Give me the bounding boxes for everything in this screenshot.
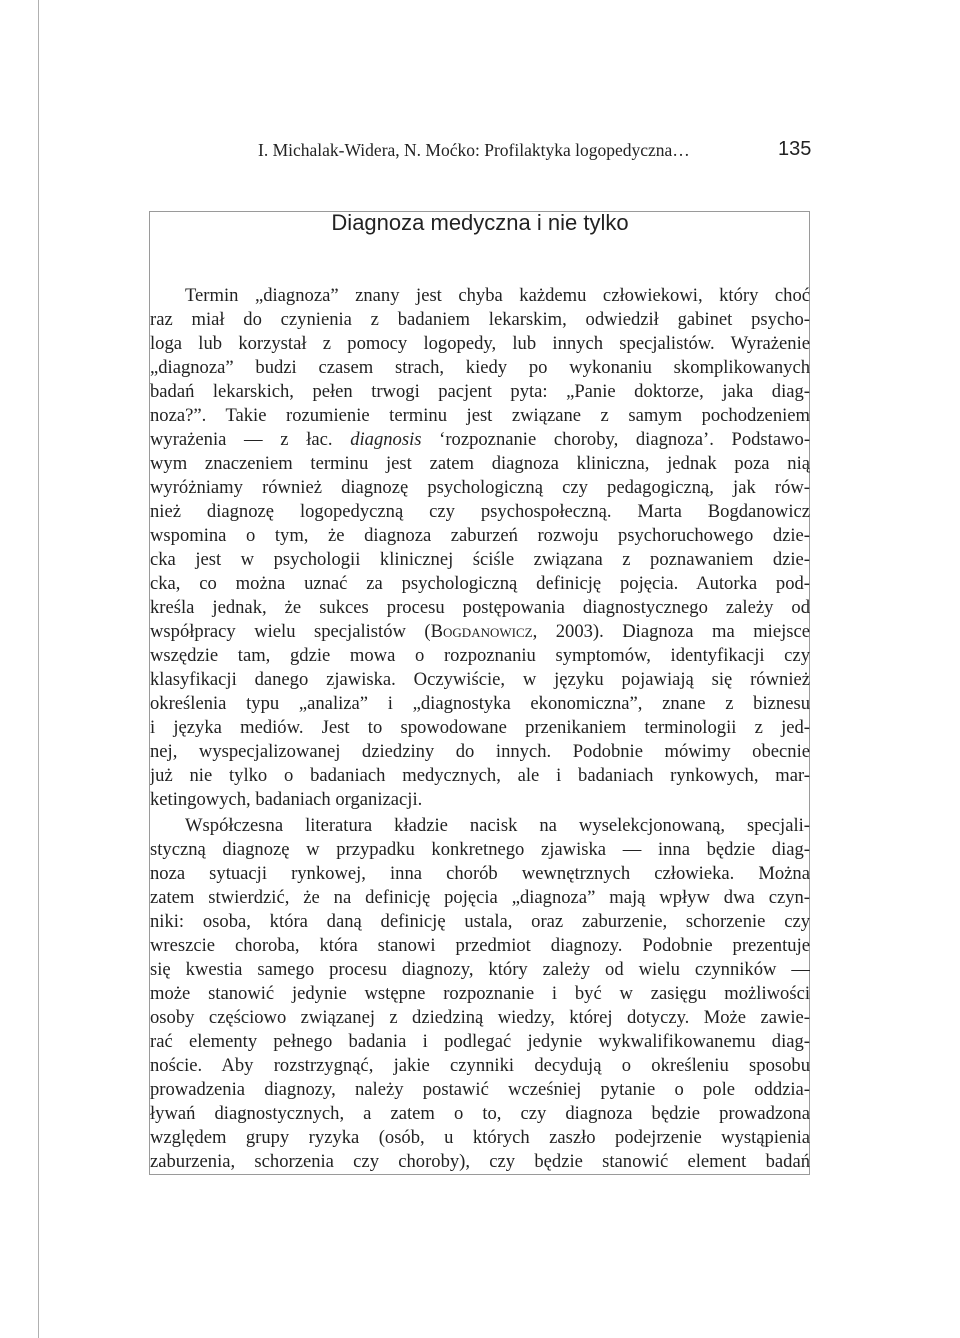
text-line: prowadzenia diagnozy, należy postawić wcześniej pytanie o pole oddzia-	[150, 1079, 810, 1100]
text-line: klasyfikacji danego zjawiska. Oczywiście, w języku pojawiają się również	[150, 669, 810, 690]
citation-author: Bogdanowicz	[430, 621, 533, 642]
section-heading: Diagnoza medyczna i nie tylko	[331, 210, 629, 235]
text-line: wspomina o tym, że diagnoza zaburzeń rozwoju psychoruchowego dzie-	[150, 525, 810, 546]
text-line: niki: osoba, która daną definicję ustala, oraz zaburzenie, schorzenie czy	[150, 911, 810, 932]
text-line: noście. Aby rozstrzygnąć, jakie czynniki decydują o określeniu sposobu	[150, 1055, 810, 1076]
text-line: „diagnoza” budzi czasem strach, kiedy po wykonaniu skomplikowanych	[150, 357, 810, 378]
text-line: i języka mediów. Jest to spowodowane przenikaniem terminologii z jed-	[150, 717, 810, 738]
running-header: I. Michalak-Widera, N. Moćko: Profilaktyka logopedyczna…	[258, 140, 690, 160]
text-line: noza sytuacji rynkowej, inna chorób wewnętrznych człowieka. Można	[150, 863, 810, 884]
text-line: wreszcie choroba, która stanowi przedmiot diagnozy. Podobnie prezentuje	[150, 935, 810, 956]
text-line	[150, 620, 810, 644]
text-line: kreśla jednak, że sukces procesu postępowania diagnostycznego zależy od	[150, 597, 810, 618]
text-line: rać elementy pełnego badania i podlegać jedynie wykwalifikowanemu diag-	[150, 1031, 810, 1052]
text-line: już nie tylko o badaniach medycznych, ale i badaniach rynkowych, mar-	[150, 765, 810, 786]
text-line: wszędzie tam, gdzie mowa o rozpoznaniu symptomów, identyfikacji czy	[150, 645, 810, 666]
text-line: raz miał do czynienia z badaniem lekarskim, odwiedził gabinet psycho-	[150, 309, 810, 330]
text-line	[150, 428, 810, 452]
text-line: Współczesna literatura kładzie nacisk na wyselekcjonowaną, specjali-	[185, 815, 810, 836]
text-line: cka, co można uznać za psychologiczną definicję pojęcia. Autorka pod-	[150, 573, 810, 594]
text-line: określenia typu „analiza” i „diagnostyka ekonomiczna”, znane z biznesu	[150, 693, 810, 714]
text-run: ‘rozpoznanie choroby, diagnoza’. Podstawo-	[421, 429, 810, 450]
text-run: współpracy wielu specjalistów (	[150, 621, 431, 642]
text-line: styczną diagnozę w przypadku konkretnego zjawiska — inna będzie diag-	[150, 839, 810, 860]
text-line: nej, wyspecjalizowanej dziedziny do innych. Podobnie mówimy obecnie	[150, 741, 810, 762]
text-line: ketingowych, badaniach organizacji.	[150, 789, 423, 810]
text-line: wym znaczeniem terminu jest zatem diagnoza kliniczna, jednak poza nią	[150, 453, 810, 474]
page-edge-line	[38, 0, 39, 1338]
text-line: loga lub korzystał z pomocy logopedy, lub innych specjalistów. Wyrażenie	[150, 333, 810, 354]
text-line: noza?”. Takie rozumienie terminu jest związane z samym pochodzeniem	[150, 405, 810, 426]
text-line: względem grupy ryzyka (osób, u których zaszło podejrzenie wystąpienia	[150, 1127, 810, 1148]
latin-term: diagnosis	[350, 429, 422, 450]
text-line: nież diagnozę logopedyczną czy psychospołeczną. Marta Bogdanowicz	[150, 501, 810, 522]
text-line: zaburzenia, schorzenia czy choroby), czy będzie stanowić element badań	[150, 1151, 810, 1172]
text-line: się kwestia samego procesu diagnozy, który zależy od wielu czynników —	[150, 959, 810, 980]
text-line: zatem stwierdzić, że na definicję pojęcia „diagnoza” mają wpływ dwa czyn-	[150, 887, 810, 908]
text-run: wyrażenia — z łac.	[150, 429, 351, 450]
text-line: może stanowić jedynie wstępne rozpoznanie i być w zasięgu możliwości	[150, 983, 810, 1004]
text-line: Termin „diagnoza” znany jest chyba każdemu człowiekowi, który choć	[185, 285, 810, 306]
text-line: ływań diagnostycznych, a zatem o to, czy diagnoza będzie prowadzona	[150, 1103, 810, 1124]
text-line: osoby częściowo związanej z dziedziną wiedzy, której dotyczy. Może zawie-	[150, 1007, 810, 1028]
text-line: wyróżniamy również diagnozę psychologiczną czy pedagogiczną, jak rów-	[150, 477, 810, 498]
text-line: cka jest w psychologii klinicznej ściśle związana z poznawaniem dzie-	[150, 549, 810, 570]
page-number: 135	[778, 138, 812, 160]
text-line: badań lekarskich, pełen trwogi pacjent pyta: „Panie doktorze, jaka diag-	[150, 381, 810, 402]
text-run: , 2003). Diagnoza ma miejsce	[532, 621, 810, 642]
